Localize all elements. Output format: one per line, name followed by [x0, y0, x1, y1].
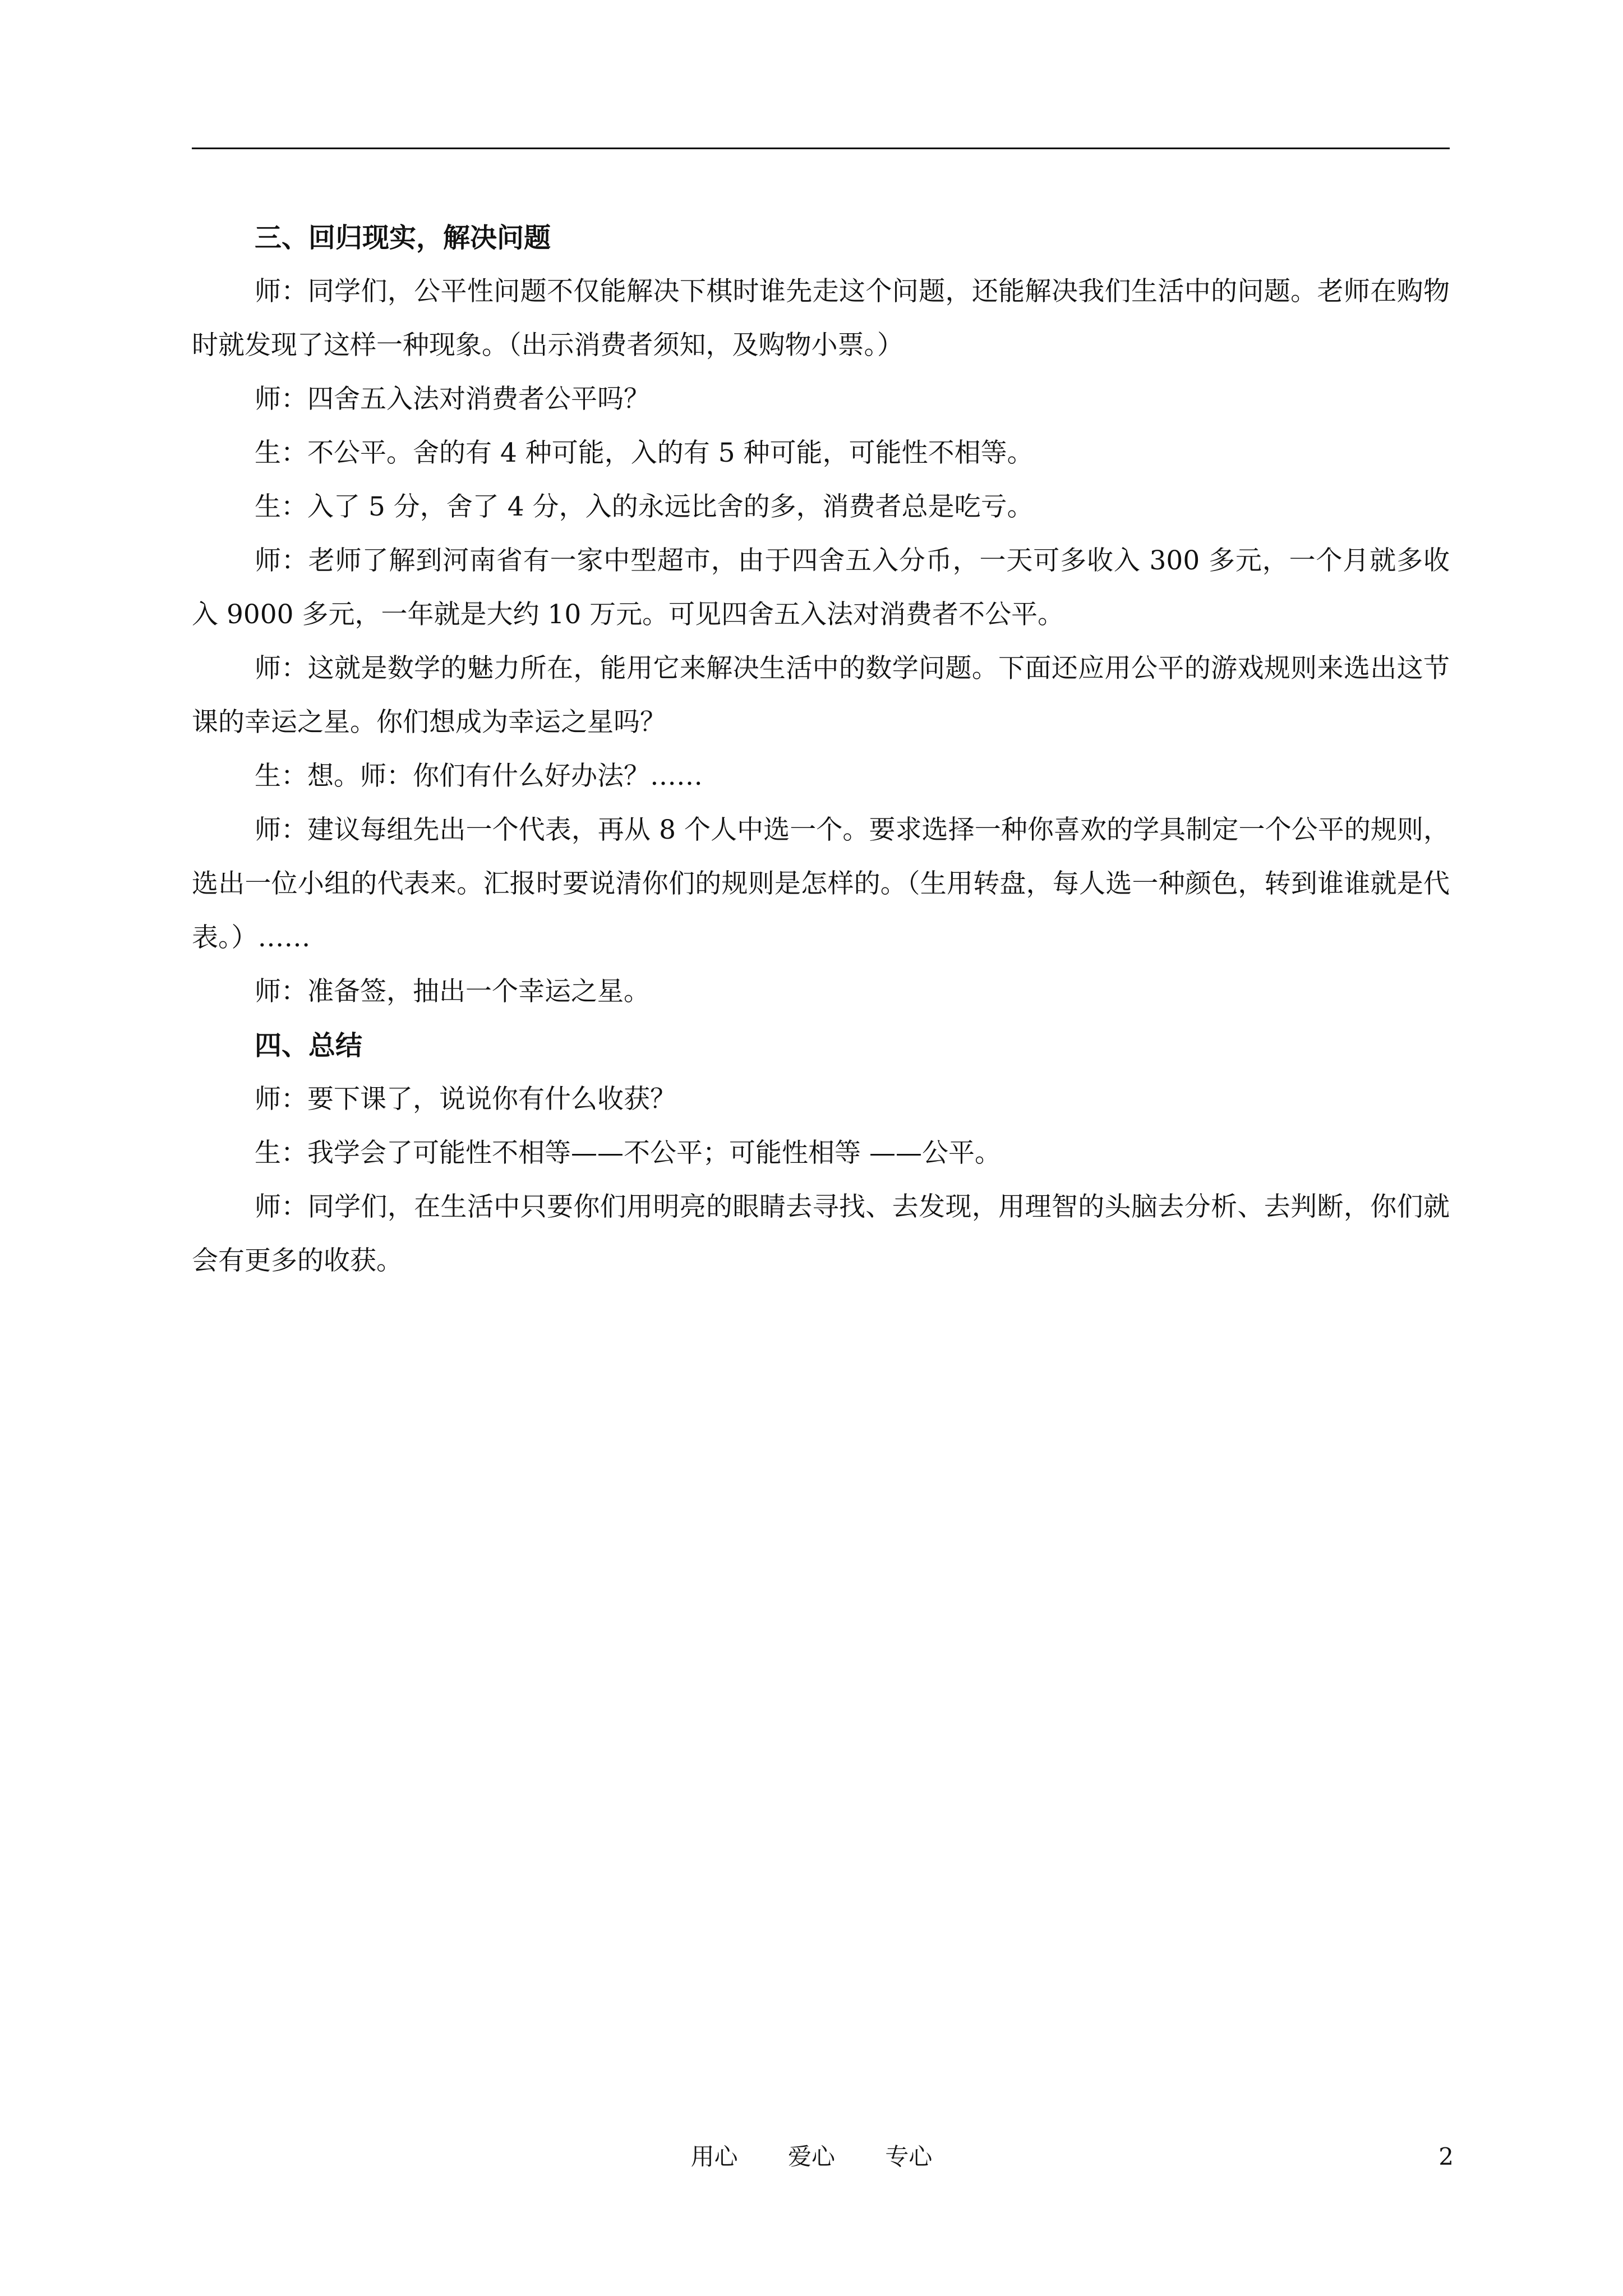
- section-heading-4: 四、总结: [255, 1030, 363, 1061]
- footer-mottos: [0, 2140, 1623, 2174]
- paragraph: 生：想。师：你们有什么好办法？……: [255, 761, 703, 792]
- paragraph: 生：我学会了可能性不相等——不公平；可能性相等 ——公平。: [255, 1138, 1001, 1168]
- footer-motto: 用心: [690, 2143, 738, 2170]
- footer-motto: 专心: [885, 2143, 933, 2170]
- footer-motto: 爱心: [787, 2143, 835, 2170]
- paragraph: 师：准备签，抽出一个幸运之星。: [255, 976, 650, 1007]
- page-body: [192, 211, 1450, 1288]
- paragraph: 师：老师了解到河南省有一家中型超市，由于四舍五入分币，一天可多收入 300 多元，一个月就多收入 9000 多元，一年就是大约 10 万元。可见四舍五入法对消费者不公平。: [192, 545, 1450, 630]
- paragraph: 师：四舍五入法对消费者公平吗？: [255, 384, 650, 415]
- paragraph: 师：同学们，在生活中只要你们用明亮的眼睛去寻找、去发现，用理智的头脑去分析、去判断，你们就会有更多的收获。: [192, 1191, 1450, 1276]
- paragraph: 生：入了 5 分，舍了 4 分，入的永远比舍的多，消费者总是吃亏。: [255, 491, 1034, 522]
- page-number: 2: [1438, 2143, 1454, 2170]
- section-heading-3: 三、回归现实，解决问题: [255, 222, 551, 254]
- paragraph: 生：不公平。舍的有 4 种可能，入的有 5 种可能，可能性不相等。: [255, 438, 1034, 468]
- paragraph: 师：要下课了，说说你有什么收获？: [255, 1084, 676, 1115]
- paragraph: 师：建议每组先出一个代表，再从 8 个人中选一个。要求选择一种你喜欢的学具制定一个公平的规则，选出一位小组的代表来。汇报时要说清你们的规则是怎样的。（生用转盘，每人选一种颜色，转到谁谁就是代表。）……: [192, 815, 1450, 953]
- paragraph: 师：这就是数学的魅力所在，能用它来解决生活中的数学问题。下面还应用公平的游戏规则来选出这节课的幸运之星。你们想成为幸运之星吗？: [192, 653, 1450, 738]
- header-rule: [192, 148, 1450, 149]
- paragraph: 师：同学们，公平性问题不仅能解决下棋时谁先走这个问题，还能解决我们生活中的问题。老师在购物时就发现了这样一种现象。（出示消费者须知，及购物小票。）: [192, 276, 1450, 361]
